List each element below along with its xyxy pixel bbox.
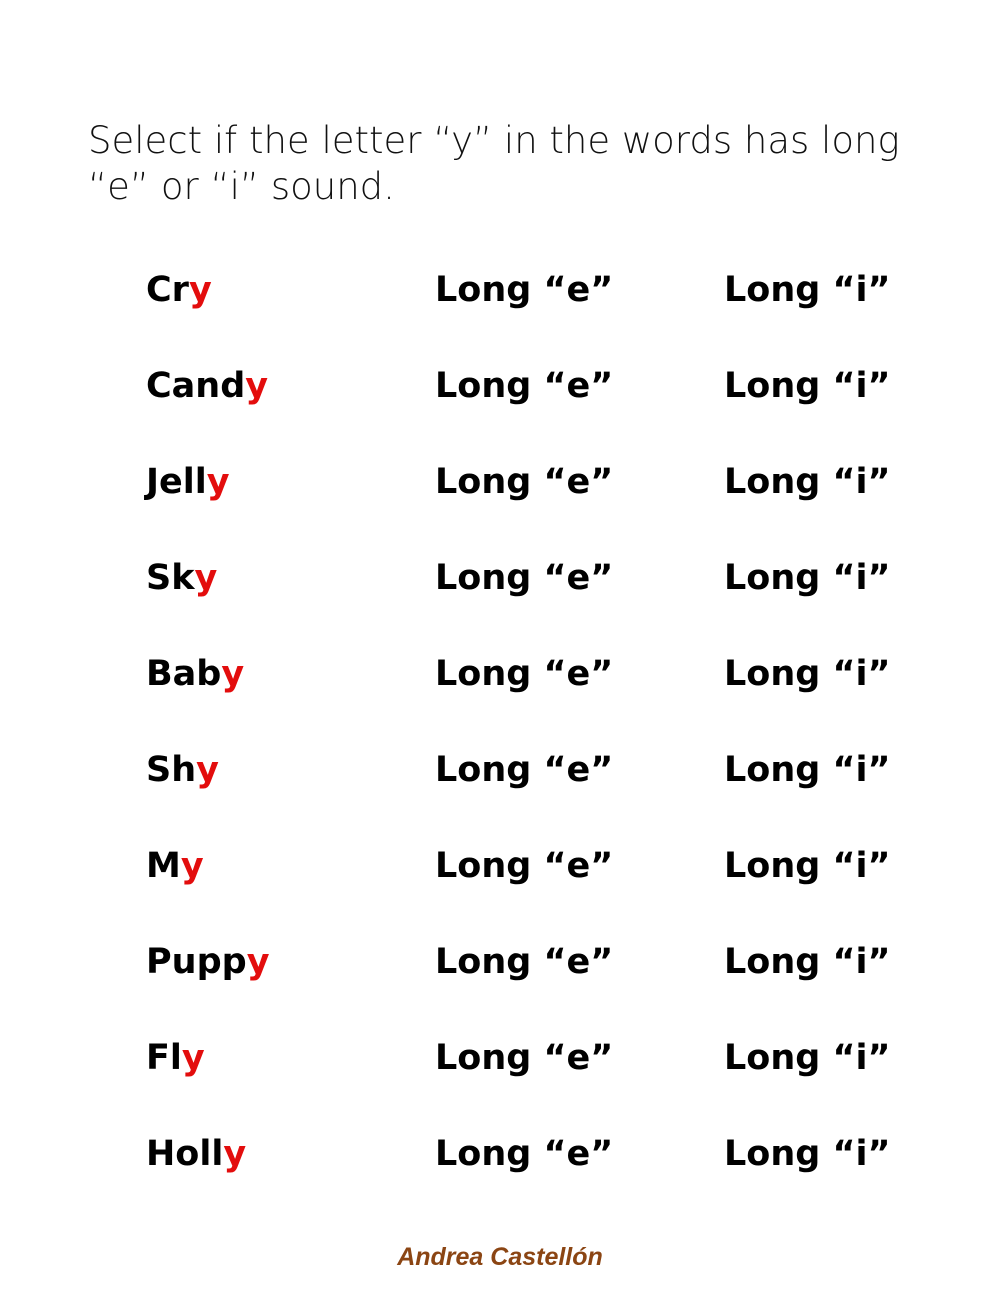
word-ending-y: y [245, 366, 269, 406]
word [146, 838, 204, 894]
word-row [0, 358, 1000, 454]
option-long-e[interactable]: Long “e” [435, 1134, 614, 1174]
option-long-i[interactable]: Long “i” [724, 1038, 891, 1078]
word [146, 454, 230, 510]
instructions-line-1: Select if the letter “y” in the words has long [88, 119, 900, 162]
option-long-e[interactable]: Long “e” [435, 750, 614, 790]
option-long-e[interactable]: Long “e” [435, 1038, 614, 1078]
instructions-line-2: “e” or “i” sound. [88, 165, 395, 208]
word-stem: Sk [146, 558, 195, 598]
option-long-i[interactable]: Long “i” [724, 270, 891, 310]
option-long-i[interactable]: Long “i” [724, 366, 891, 406]
option-long-e[interactable]: Long “e” [435, 846, 614, 886]
author-credit: Andrea Castellón [397, 1243, 603, 1271]
word-ending-y: y [181, 1038, 205, 1078]
option-long-i[interactable]: Long “i” [724, 462, 891, 502]
word-ending-y: y [221, 654, 245, 694]
option-long-e[interactable]: Long “e” [435, 942, 614, 982]
word-stem: Fl [146, 1038, 182, 1078]
word-stem: Jell [146, 462, 207, 502]
option-long-i[interactable]: Long “i” [724, 942, 891, 982]
option-long-e[interactable]: Long “e” [435, 558, 614, 598]
word-row [0, 1030, 1000, 1126]
option-long-i[interactable]: Long “i” [724, 654, 891, 694]
word-stem: M [146, 846, 181, 886]
word [146, 646, 244, 702]
word-ending-y: y [194, 558, 218, 598]
option-long-e[interactable]: Long “e” [435, 270, 614, 310]
option-long-e[interactable]: Long “e” [435, 366, 614, 406]
word-row [0, 646, 1000, 742]
option-long-i[interactable]: Long “i” [724, 1134, 891, 1174]
word-ending-y: y [196, 750, 219, 790]
word-stem: Sh [146, 750, 197, 790]
word-row [0, 262, 1000, 358]
word-stem: Cr [146, 270, 189, 310]
word-ending-y: y [206, 462, 230, 502]
word-ending-y: y [223, 1134, 247, 1174]
word-stem: Holl [146, 1134, 224, 1174]
word-row [0, 838, 1000, 934]
option-long-e[interactable]: Long “e” [435, 462, 614, 502]
word [146, 934, 270, 990]
word [146, 262, 212, 318]
word [146, 358, 268, 414]
option-long-i[interactable]: Long “i” [724, 846, 891, 886]
word-row [0, 550, 1000, 646]
word-ending-y: y [246, 942, 270, 982]
word-stem: Pupp [146, 942, 247, 982]
option-long-i[interactable]: Long “i” [724, 750, 891, 790]
word-row [0, 1126, 1000, 1222]
word-row [0, 934, 1000, 1030]
word-ending-y: y [180, 846, 204, 886]
word-stem: Bab [146, 654, 222, 694]
word [146, 1126, 246, 1182]
instructions [88, 118, 948, 210]
word [146, 550, 217, 606]
word-stem: Cand [146, 366, 246, 406]
option-long-i[interactable]: Long “i” [724, 558, 891, 598]
word [146, 742, 219, 798]
word-list [0, 262, 1000, 1222]
word-row [0, 742, 1000, 838]
word-row [0, 454, 1000, 550]
word [146, 1030, 205, 1086]
option-long-e[interactable]: Long “e” [435, 654, 614, 694]
word-ending-y: y [188, 270, 212, 310]
